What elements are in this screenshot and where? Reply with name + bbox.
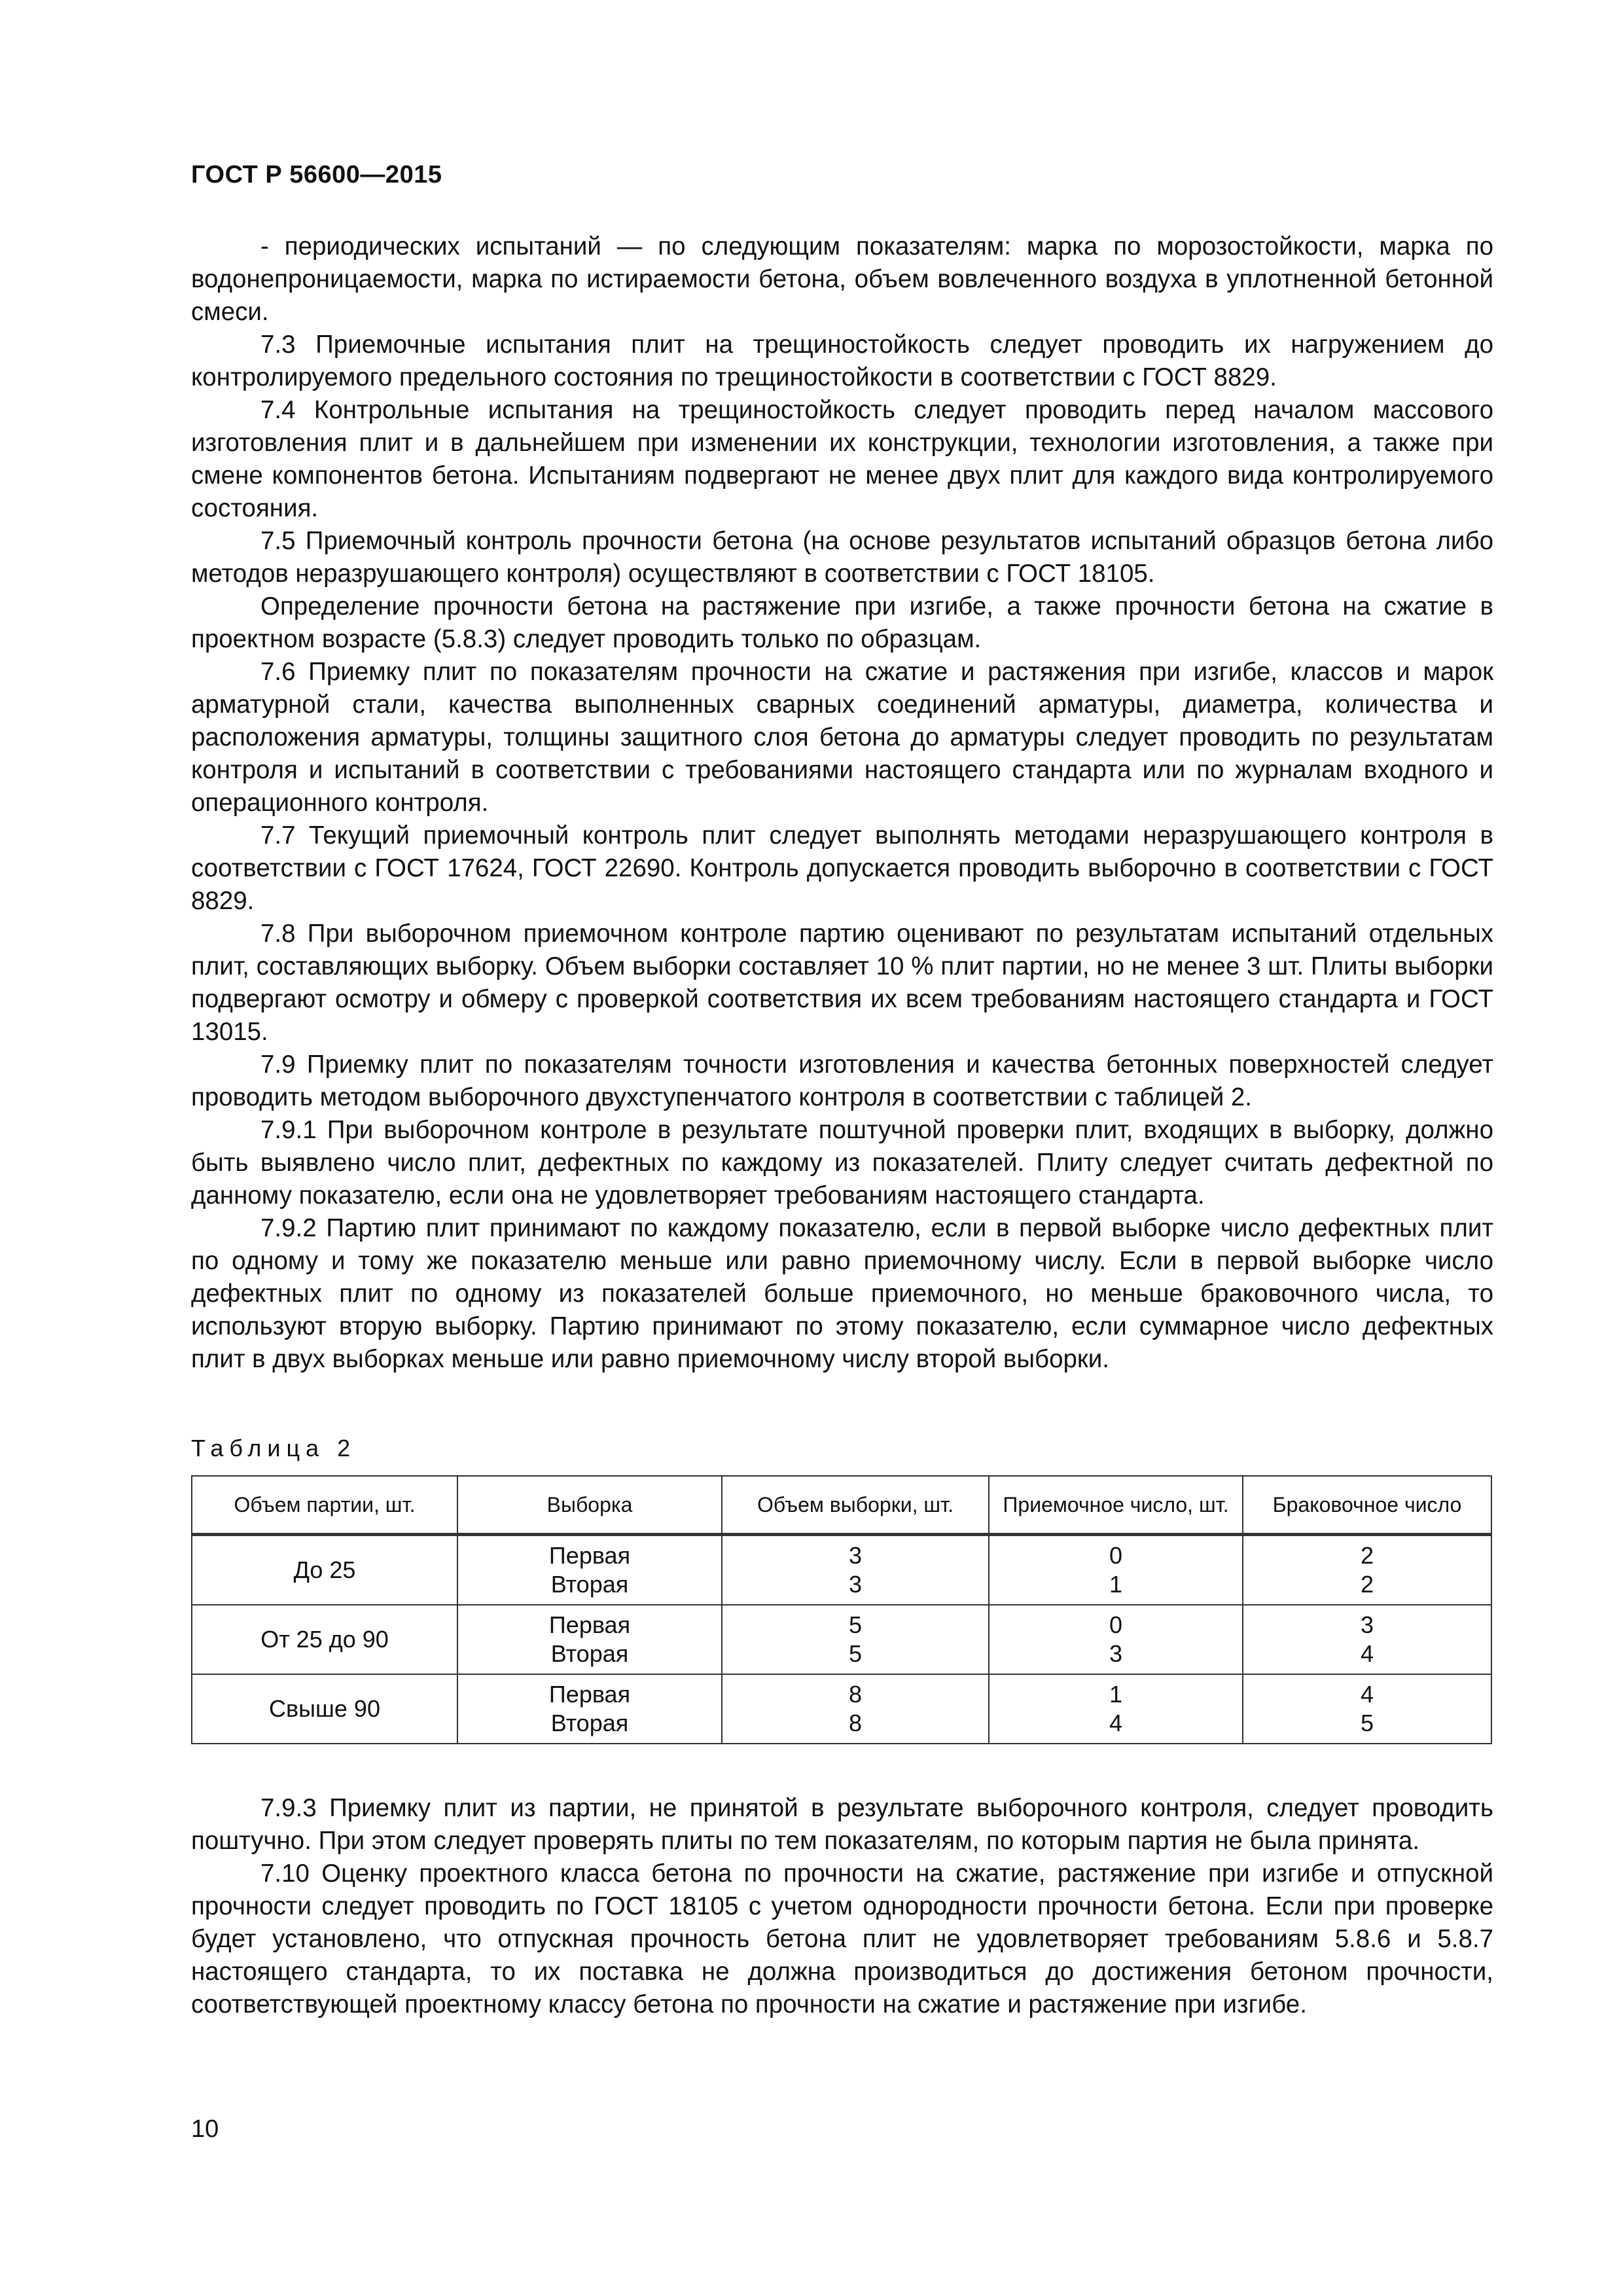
value: 4 xyxy=(1360,1681,1374,1708)
sample-first: Первая xyxy=(548,1611,631,1638)
value: 3 xyxy=(848,1542,863,1569)
table-row xyxy=(192,1605,1491,1674)
paragraph: 7.5 Приемочный контроль прочности бетона (на основе результатов испытаний образцов бетона либо методов неразрушающего контроля) осуществляют в соответствии с ГОСТ 18105. xyxy=(191,527,1493,588)
value: 4 xyxy=(1109,1710,1123,1736)
page-header-title: ГОСТ Р 56600—2015 xyxy=(191,161,442,188)
value: 3 xyxy=(1109,1640,1123,1667)
paragraph: 7.9.3 Приемку плит из партии, не принятой в результате выборочного контроля, следует проводить поштучно. При этом следует проверять плиты по тем показателям, по которым партия не была принята. xyxy=(191,1794,1493,1855)
sample-first: Первая xyxy=(548,1681,631,1708)
paragraph: 7.8 При выборочном приемочном контроле партию оценивают по результатам испытаний отдельных плит, составляющих выборку. Объем выборки составляет 10 % плит партии, но не менее 3 шт. Плиты выборки подвергают осмотру и обмеру с проверкой соответствия их всем требованиям настоящего стандарта и ГОСТ 13015. xyxy=(191,920,1493,1046)
value: 5 xyxy=(1360,1710,1374,1736)
header-cell: Объем выборки, шт. xyxy=(722,1476,989,1535)
table-caption: Таблица 2 xyxy=(191,1435,357,1462)
value: 3 xyxy=(1360,1611,1374,1638)
value: 1 xyxy=(1109,1571,1123,1598)
accept-number-cell xyxy=(989,1605,1243,1674)
reject-number-cell xyxy=(1243,1535,1491,1605)
lot-size-cell: Свыше 90 xyxy=(192,1674,457,1744)
lot-size-cell: От 25 до 90 xyxy=(192,1605,457,1674)
reject-number-cell xyxy=(1243,1605,1491,1674)
sample-size-cell xyxy=(722,1605,989,1674)
paragraph: - периодических испытаний — по следующим показателям: марка по морозостойкости, марка по водонепроницаемости, марка по истираемости бетона, объем вовлеченного воздуха в уплотненной бетонной смеси. xyxy=(191,232,1493,326)
sample-second: Вторая xyxy=(550,1640,629,1667)
body-text-top xyxy=(191,230,1493,1376)
table-header-row xyxy=(192,1476,1491,1535)
body-text-bottom xyxy=(191,1792,1493,2021)
paragraph: 7.6 Приемку плит по показателям прочности на сжатие и растяжения при изгибе, классов и марок арматурной стали, качества выполненных сварных соединений арматуры, диаметра, количества и расположения арматуры, толщины защитного слоя бетона до арматуры следует проводить по результатам контроля и испытаний в соответствии с требованиями настоящего стандарта или по журналам входного и операционного контроля. xyxy=(191,658,1493,817)
value: 0 xyxy=(1109,1611,1123,1638)
table-row xyxy=(192,1535,1491,1605)
paragraph: 7.7 Текущий приемочный контроль плит следует выполнять методами неразрушающего контроля в соответствии с ГОСТ 17624, ГОСТ 22690. Контроль допускается проводить выборочно в соответствии с ГОСТ 8829. xyxy=(191,821,1493,915)
value: 2 xyxy=(1360,1571,1374,1598)
paragraph: 7.3 Приемочные испытания плит на трещиностойкость следует проводить их нагружением до контролируемого предельного состояния по трещиностойкости в соответствии с ГОСТ 8829. xyxy=(191,331,1493,391)
header-cell: Выборка xyxy=(457,1476,722,1535)
paragraph: 7.9.2 Партию плит принимают по каждому показателю, если в первой выборке число дефектных плит по одному и тому же показателю меньше или равно приемочному числу. Если в первой выборке число дефектных плит по одному из показателей больше приемочного, но меньше браковочного числа, то используют вторую выборку. Партию принимают по этому показателю, если суммарное число дефектных плит в двух выборках меньше или равно приемочному числу второй выборки. xyxy=(191,1214,1493,1373)
lot-size-cell: До 25 xyxy=(192,1535,457,1605)
sample-cell xyxy=(457,1674,722,1744)
header-cell: Браковочное число xyxy=(1243,1476,1491,1535)
value: 2 xyxy=(1360,1542,1374,1569)
reject-number-cell xyxy=(1243,1674,1491,1744)
sample-cell xyxy=(457,1535,722,1605)
accept-number-cell xyxy=(989,1535,1243,1605)
header-cell: Приемочное число, шт. xyxy=(989,1476,1243,1535)
value: 4 xyxy=(1360,1640,1374,1667)
page-number: 10 xyxy=(191,2115,219,2143)
paragraph: 7.10 Оценку проектного класса бетона по прочности на сжатие, растяжение при изгибе и отпускной прочности следует проводить по ГОСТ 18105 с учетом однородности прочности бетона. Если при проверке будет установлено, что отпускная прочность бетона плит не удовлетворяет требованиям 5.8.6 и 5.8.7 настоящего стандарта, то их поставка не должна производиться до достижения бетоном прочности, соответствующей проектному классу бетона по прочности на сжатие и растяжение при изгибе. xyxy=(191,1859,1493,2018)
paragraph: 7.9 Приемку плит по показателям точности изготовления и качества бетонных поверхностей следует проводить методом выборочного двухступенчатого контроля в соответствии с таблицей 2. xyxy=(191,1050,1493,1111)
sample-cell xyxy=(457,1605,722,1674)
sample-second: Вторая xyxy=(550,1571,629,1598)
value: 8 xyxy=(848,1681,863,1708)
value: 3 xyxy=(848,1571,863,1598)
value: 1 xyxy=(1109,1681,1123,1708)
acceptance-table xyxy=(191,1475,1492,1744)
sample-size-cell xyxy=(722,1535,989,1605)
sample-size-cell xyxy=(722,1674,989,1744)
sample-second: Вторая xyxy=(550,1710,629,1736)
value: 5 xyxy=(848,1640,863,1667)
value: 8 xyxy=(848,1710,863,1736)
value: 5 xyxy=(848,1611,863,1638)
paragraph: 7.4 Контрольные испытания на трещиностойкость следует проводить перед началом массового изготовления плит и в дальнейшем при изменении их конструкции, технологии изготовления, а также при смене компонентов бетона. Испытаниям подвергают не менее двух плит для каждого вида контролируемого состояния. xyxy=(191,396,1493,522)
paragraph: Определение прочности бетона на растяжение при изгибе, а также прочности бетона на сжатие в проектном возрасте (5.8.3) следует проводить только по образцам. xyxy=(191,592,1493,653)
value: 0 xyxy=(1109,1542,1123,1569)
header-cell: Объем партии, шт. xyxy=(192,1476,457,1535)
accept-number-cell xyxy=(989,1674,1243,1744)
paragraph: 7.9.1 При выборочном контроле в результате поштучной проверки плит, входящих в выборку, должно быть выявлено число плит, дефектных по каждому из показателей. Плиту следует считать дефектной по данному показателю, если она не удовлетворяет требованиям настоящего стандарта. xyxy=(191,1116,1493,1210)
sample-first: Первая xyxy=(548,1542,631,1569)
table-row xyxy=(192,1674,1491,1744)
